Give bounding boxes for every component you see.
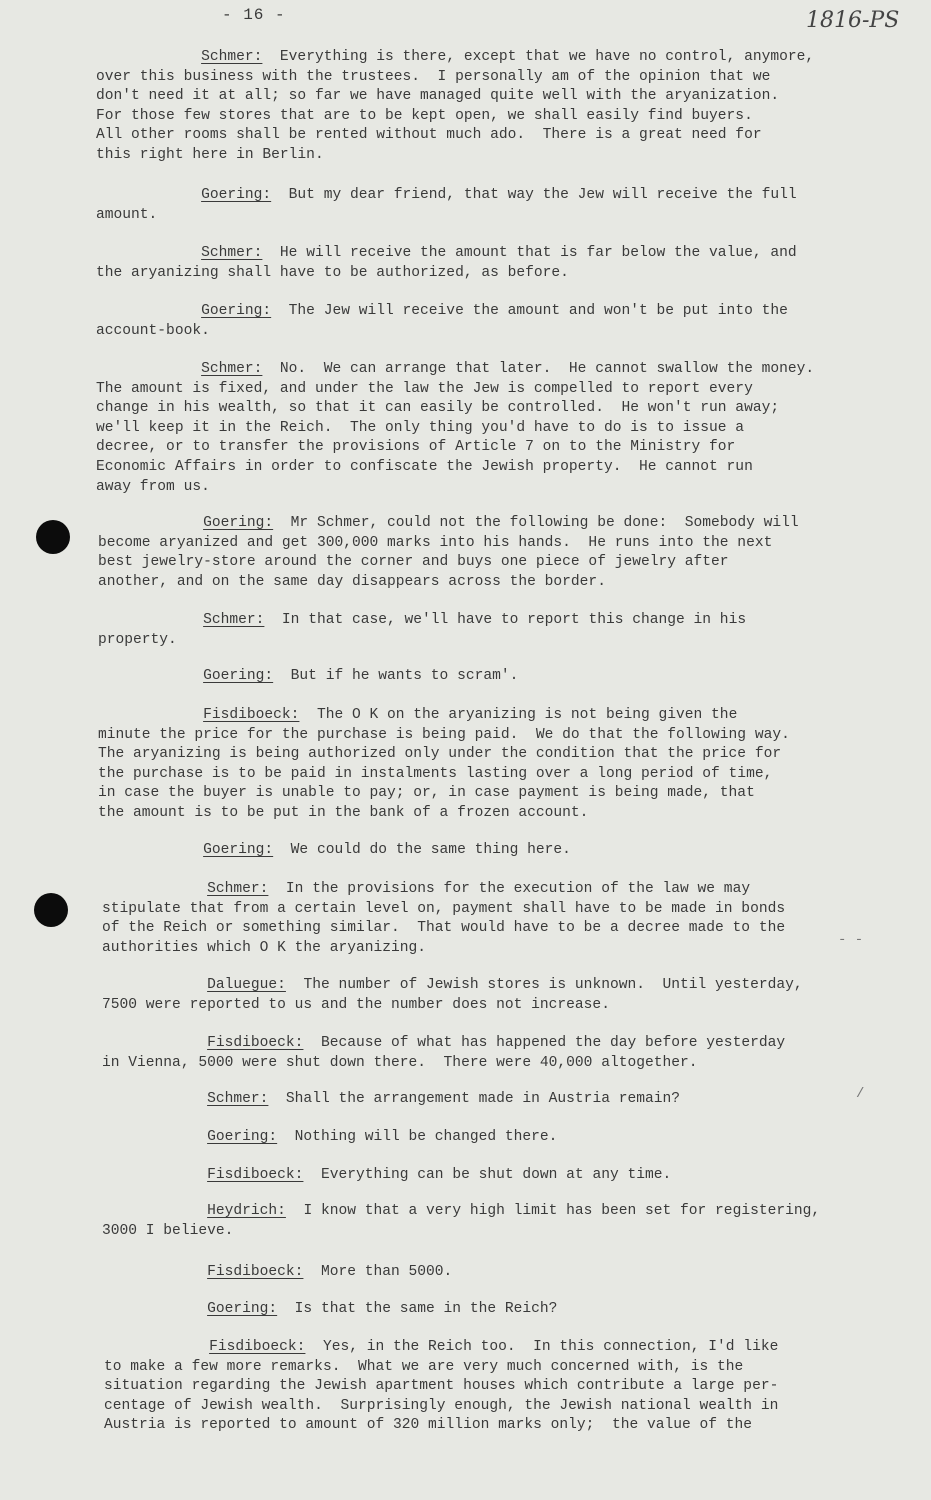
speaker-name: Goering: xyxy=(207,1301,278,1317)
line-text: In that case, we'll have to report this change in his xyxy=(281,612,747,628)
document-id: 1816-PS xyxy=(806,8,900,33)
paragraph-line xyxy=(96,302,788,322)
line-text: All other rooms shall be rented without much ado. There is a great need for xyxy=(96,127,762,144)
line-text: situation regarding the Jewish apartment houses which contribute a large per- xyxy=(104,1378,779,1395)
line-text: away from us. xyxy=(96,478,210,495)
line-text: We could do the same thing here. xyxy=(290,842,571,858)
paragraph-line xyxy=(98,611,746,631)
paragraph-line xyxy=(96,244,797,264)
line-text: in case the buyer is unable to pay; or, in case payment is being made, that xyxy=(98,785,755,802)
line-text: of the Reich or something similar. That would have to be a decree made to the xyxy=(102,920,786,937)
paragraph-line xyxy=(96,399,814,419)
paragraph-line xyxy=(98,804,790,824)
dialogue-paragraph xyxy=(102,1263,452,1283)
line-text: authorities which O K the aryanizing. xyxy=(102,939,427,956)
dialogue-paragraph xyxy=(98,841,571,861)
paragraph-line xyxy=(96,360,814,380)
dialogue-paragraph xyxy=(98,706,790,824)
line-text: 3000 I believe. xyxy=(102,1222,234,1239)
line-text: over this business with the trustees. I personally am of the opinion that we xyxy=(96,68,771,85)
line-text: this right here in Berlin. xyxy=(96,146,324,163)
paragraph-line xyxy=(104,1377,778,1397)
line-text: More than 5000. xyxy=(320,1264,453,1280)
line-text: He will receive the amount that is far below the value, and xyxy=(279,245,797,261)
line-text: The Jew will receive the amount and won't be put into the xyxy=(288,303,788,319)
line-text: Mr Schmer, could not the following be done: Somebody will xyxy=(290,515,799,531)
line-text: Austria is reported to amount of 320 million marks only; the value of the xyxy=(104,1417,753,1434)
paragraph-line xyxy=(98,573,799,593)
dialogue-paragraph xyxy=(96,186,797,225)
line-text: Everything is there, except that we have no control, anymore, xyxy=(279,49,815,65)
speaker-name: Goering: xyxy=(207,1129,278,1145)
speaker-name: Goering: xyxy=(201,187,272,203)
paragraph-line xyxy=(104,1338,778,1358)
paragraph-line xyxy=(96,380,814,400)
line-text: Shall the arrangement made in Austria remain? xyxy=(285,1091,681,1107)
speaker-name: Goering: xyxy=(203,842,274,858)
paragraph-line xyxy=(102,1300,557,1320)
dialogue-paragraph xyxy=(102,1128,557,1148)
line-text: Is that the same in the Reich? xyxy=(294,1301,558,1317)
paragraph-line xyxy=(102,1090,680,1110)
dialogue-paragraph xyxy=(102,1034,785,1073)
margin-dash: - - xyxy=(838,932,864,948)
line-text: the purchase is to be paid in instalments lasting over a long period of time, xyxy=(98,765,773,782)
paragraph-line xyxy=(96,322,788,342)
line-text: No. We can arrange that later. He cannot swallow the money. xyxy=(279,361,815,377)
dialogue-paragraph xyxy=(102,1090,680,1110)
paragraph-line xyxy=(96,186,797,206)
paragraph-line xyxy=(102,1263,452,1283)
paragraph-line xyxy=(102,1034,785,1054)
speaker-name: Schmer: xyxy=(203,612,265,628)
speaker-name: Schmer: xyxy=(207,881,269,897)
speaker-name: Fisdiboeck: xyxy=(207,1264,304,1280)
line-text: I know that a very high limit has been set for registering, xyxy=(303,1203,821,1219)
speaker-name: Goering: xyxy=(203,515,274,531)
paragraph-line xyxy=(102,1222,820,1242)
paragraph-line xyxy=(98,706,790,726)
line-text: Economic Affairs in order to confiscate the Jewish property. He cannot run xyxy=(96,458,753,475)
dialogue-paragraph xyxy=(102,976,803,1015)
paragraph-line xyxy=(96,438,814,458)
paragraph-line xyxy=(96,264,797,284)
line-text: best jewelry-store around the corner and buys one piece of jewelry after xyxy=(98,554,729,571)
paragraph-line xyxy=(98,784,790,804)
paragraph-line xyxy=(96,87,814,107)
line-text: we'll keep it in the Reich. The only thing you'd have to do is to issue a xyxy=(96,419,745,436)
dialogue-paragraph xyxy=(102,1202,820,1241)
paragraph-line xyxy=(102,900,785,920)
speaker-name: Heydrich: xyxy=(207,1203,286,1219)
line-text: the aryanizing shall have to be authorized, as before. xyxy=(96,264,569,281)
paragraph-line xyxy=(98,765,790,785)
dialogue-paragraph xyxy=(98,611,746,650)
dialogue-paragraph xyxy=(96,244,797,283)
paragraph-line xyxy=(98,631,746,651)
speaker-name: Daluegue: xyxy=(207,977,286,993)
line-text: In the provisions for the execution of the law we may xyxy=(285,881,751,897)
dialogue-paragraph xyxy=(98,514,799,592)
punch-hole xyxy=(36,520,70,554)
speaker-name: Fisdiboeck: xyxy=(207,1035,304,1051)
paragraph-line xyxy=(96,478,814,498)
line-text: The number of Jewish stores is unknown. Until yesterday, xyxy=(303,977,803,993)
paragraph-line xyxy=(98,726,790,746)
line-text: But if he wants to scram'. xyxy=(290,668,519,684)
paragraph-line xyxy=(96,206,797,226)
speaker-name: Schmer: xyxy=(201,361,263,377)
paragraph-line xyxy=(104,1416,778,1436)
margin-tick: / xyxy=(856,1086,865,1102)
line-text: decree, or to transfer the provisions of Article 7 on to the Ministry for xyxy=(96,439,736,456)
paragraph-line xyxy=(98,667,518,687)
line-text: don't need it at all; so far we have managed quite well with the aryanization. xyxy=(96,88,780,105)
paragraph-line xyxy=(102,996,803,1016)
paragraph-line xyxy=(104,1397,778,1417)
line-text: But my dear friend, that way the Jew will receive the full xyxy=(288,187,797,203)
speaker-name: Schmer: xyxy=(201,49,263,65)
page-number: - 16 - xyxy=(222,6,286,24)
line-text: property. xyxy=(98,631,177,648)
paragraph-line xyxy=(98,534,799,554)
line-text: Yes, in the Reich too. In this connection, I'd like xyxy=(322,1339,779,1355)
dialogue-paragraph xyxy=(98,667,518,687)
speaker-name: Goering: xyxy=(201,303,272,319)
paragraph-line xyxy=(96,458,814,478)
paragraph-line xyxy=(96,68,814,88)
paragraph-line xyxy=(102,1128,557,1148)
speaker-name: Fisdiboeck: xyxy=(203,707,300,723)
line-text: Everything can be shut down at any time. xyxy=(320,1167,672,1183)
paragraph-line xyxy=(102,919,785,939)
punch-hole xyxy=(34,893,68,927)
line-text: become aryanized and get 300,000 marks into his hands. He runs into the next xyxy=(98,534,773,551)
paragraph-line xyxy=(96,126,814,146)
dialogue-paragraph xyxy=(102,1300,557,1320)
speaker-name: Fisdiboeck: xyxy=(207,1167,304,1183)
line-text: another, and on the same day disappears across the border. xyxy=(98,573,606,590)
line-text: The amount is fixed, and under the law the Jew is compelled to report every xyxy=(96,380,753,397)
paragraph-line xyxy=(102,880,785,900)
paragraph-line xyxy=(98,745,790,765)
line-text: stipulate that from a certain level on, payment shall have to be made in bonds xyxy=(102,900,786,917)
paragraph-line xyxy=(98,514,799,534)
line-text: in Vienna, 5000 were shut down there. There were 40,000 altogether. xyxy=(102,1054,698,1071)
speaker-name: Schmer: xyxy=(201,245,263,261)
line-text: For those few stores that are to be kept open, we shall easily find buyers. xyxy=(96,107,753,124)
paragraph-line xyxy=(104,1358,778,1378)
line-text: The O K on the aryanizing is not being given the xyxy=(316,707,738,723)
speaker-name: Fisdiboeck: xyxy=(209,1339,306,1355)
paragraph-line xyxy=(102,1166,671,1186)
dialogue-paragraph xyxy=(96,48,814,166)
line-text: the amount is to be put in the bank of a frozen account. xyxy=(98,804,589,821)
line-text: Because of what has happened the day before yesterday xyxy=(320,1035,786,1051)
paragraph-line xyxy=(96,107,814,127)
paragraph-line xyxy=(102,939,785,959)
line-text: 7500 were reported to us and the number does not increase. xyxy=(102,996,610,1013)
dialogue-paragraph xyxy=(104,1338,778,1436)
dialogue-paragraph xyxy=(96,360,814,497)
line-text: Nothing will be changed there. xyxy=(294,1129,558,1145)
dialogue-paragraph xyxy=(96,302,788,341)
line-text: The aryanizing is being authorized only under the condition that the price for xyxy=(98,746,782,763)
speaker-name: Schmer: xyxy=(207,1091,269,1107)
dialogue-paragraph xyxy=(102,880,785,958)
line-text: account-book. xyxy=(96,322,210,339)
line-text: to make a few more remarks. What we are very much concerned with, is the xyxy=(104,1358,744,1375)
paragraph-line xyxy=(102,1202,820,1222)
line-text: amount. xyxy=(96,206,158,223)
paragraph-line xyxy=(96,48,814,68)
dialogue-paragraph xyxy=(102,1166,671,1186)
paragraph-line xyxy=(96,146,814,166)
paragraph-line xyxy=(102,976,803,996)
paragraph-line xyxy=(98,553,799,573)
line-text: minute the price for the purchase is being paid. We do that the following way. xyxy=(98,726,790,743)
paragraph-line xyxy=(102,1054,785,1074)
line-text: centage of Jewish wealth. Surprisingly enough, the Jewish national wealth in xyxy=(104,1397,779,1414)
paragraph-line xyxy=(96,419,814,439)
paragraph-line xyxy=(98,841,571,861)
line-text: change in his wealth, so that it can easily be controlled. He won't run away; xyxy=(96,400,780,417)
speaker-name: Goering: xyxy=(203,668,274,684)
